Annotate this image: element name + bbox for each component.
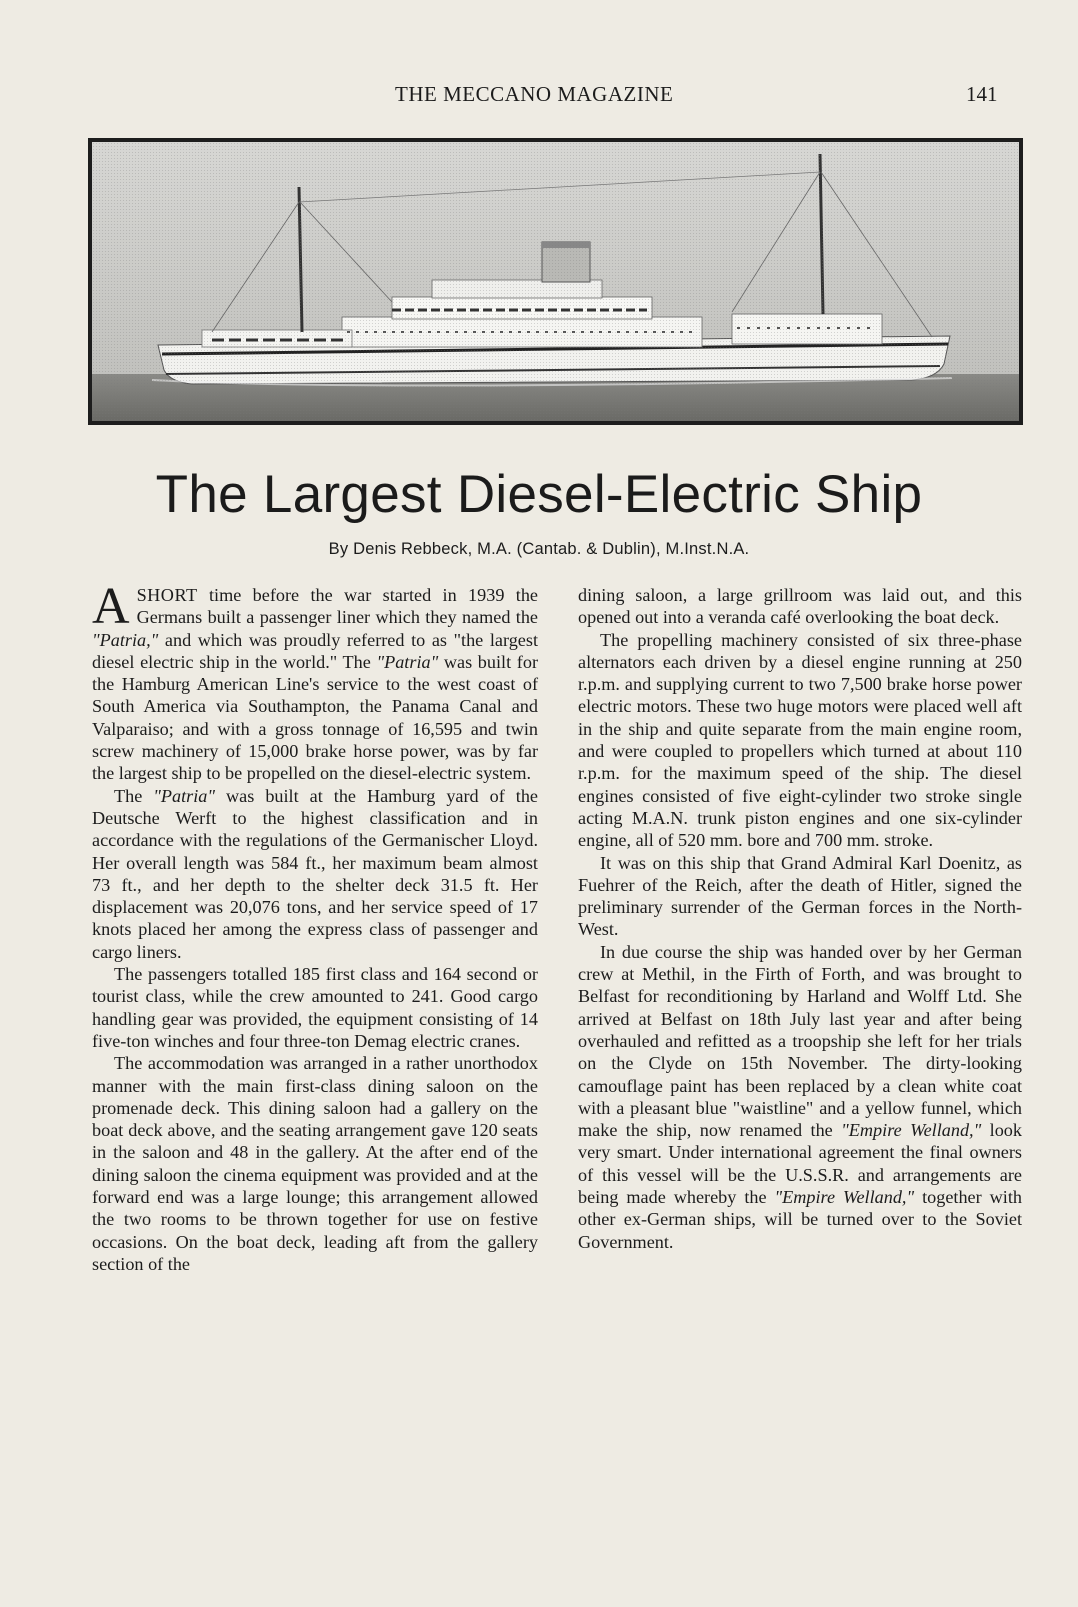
paragraph-7: In due course the ship was handed over by her German crew at Methil, in the Firth of Forth, and was brought to Belfast for reconditioning by Harland and Wolff Ltd. She arrived at Belfast on 18th July last year and after being overhauled and refitted as a troopship she left for her trials on the Clyde on 15th November. The dirty-looking camouflage paint has been replaced by a clean white coat with a pleasant blue "waistline" and a yellow funnel, which make the ship, now renamed the "Empire Welland," look very smart. Under international agreement the final owners of this vessel will be the U.S.S.R. and arrangements are being made whereby the "Empire Welland," together with other ex-German ships, will be turned over to the Soviet Government. [578,941,1022,1252]
magazine-title: THE MECCANO MAGAZINE [395,82,674,106]
paragraph-1: ASHORT time before the war started in 1939 the Germans built a passenger liner which they named the "Patria," and which was proudly referred to as "the largest diesel electric ship in the world." The "Patria" was built for the Hamburg American Line's service to the west coast of South America via Southampton, the Panama Canal and Valparaiso; and with a gross tonnage of 16,595 and twin screw machinery of 15,000 brake horse power, was by far the largest ship to be propelled on the diesel-electric system. [92,578,538,784]
paragraph-4: The accommodation was arranged in a rather unorthodox manner with the main first-class dining saloon on the promenade deck. This dining saloon had a gallery on the boat deck above, and the seating arrangement gave 120 seats in the saloon and 48 in the gallery. At the after end of the dining saloon the cinema equipment was provided and at the forward end was a large lounge; this arrangement allowed the two rooms to be thrown together for use on festive occasions. On the boat deck, leading aft from the gallery section of the [92,1053,538,1274]
article-byline: By Denis Rebbeck, M.A. (Cantab. & Dublin), M.Inst.N.A. [328,540,750,558]
drop-cap: A [92,578,130,635]
left-column [92,578,539,1275]
paragraph-2: The "Patria" was built at the Hamburg yard of the Deutsche Werft to the highest classification and in accordance with the regulations of the Germanischer Lloyd. Her overall length was 584 ft., her maximum beam almost 73 ft., and her depth to the shelter deck 31.5 ft. Her displacement was 20,076 tons, and her service speed of 17 knots placed her among the express class of passenger and cargo liners. [92,785,539,962]
ship-illustration [92,142,1019,421]
page-number: 141 [966,82,998,106]
running-head [0,82,1078,112]
paragraph-6: It was on this ship that Grand Admiral Karl Doenitz, as Fuehrer of the Reich, after the death of Hitler, signed the preliminary surrender of the German forces in the North-West. [578,852,1022,940]
paragraph-4-continued: dining saloon, a large grillroom was laid out, and this opened out into a veranda café overlooking the boat deck. [578,585,1022,628]
ship-photograph [88,138,1023,425]
paragraph-3: The passengers totalled 185 first class and 164 second or tourist class, while the crew amounted to 241. Good cargo handling gear was provided, the equipment consisting of 14 five-ton winches and four three-ton Demag electric cranes. [92,964,538,1051]
paragraph-5: The propelling machinery consisted of six three-phase alternators each driven by a diesel engine running at 250 r.p.m. and supplying current to two 7,500 brake horse power electric motors. These two huge motors were placed well aft in the ship and quite separate from the main engine room, and were coupled to propellers which turned at about 110 r.p.m. for the maximum speed of the ship. The diesel engines consisted of five eight-cylinder two stroke single acting M.A.N. trunk piston engines and one six-cylinder engine, all of 520 mm. bore and 700 mm. stroke. [578,629,1022,851]
article-title: The Largest Diesel-Electric Ship [155,465,923,524]
right-column [578,584,1022,1253]
